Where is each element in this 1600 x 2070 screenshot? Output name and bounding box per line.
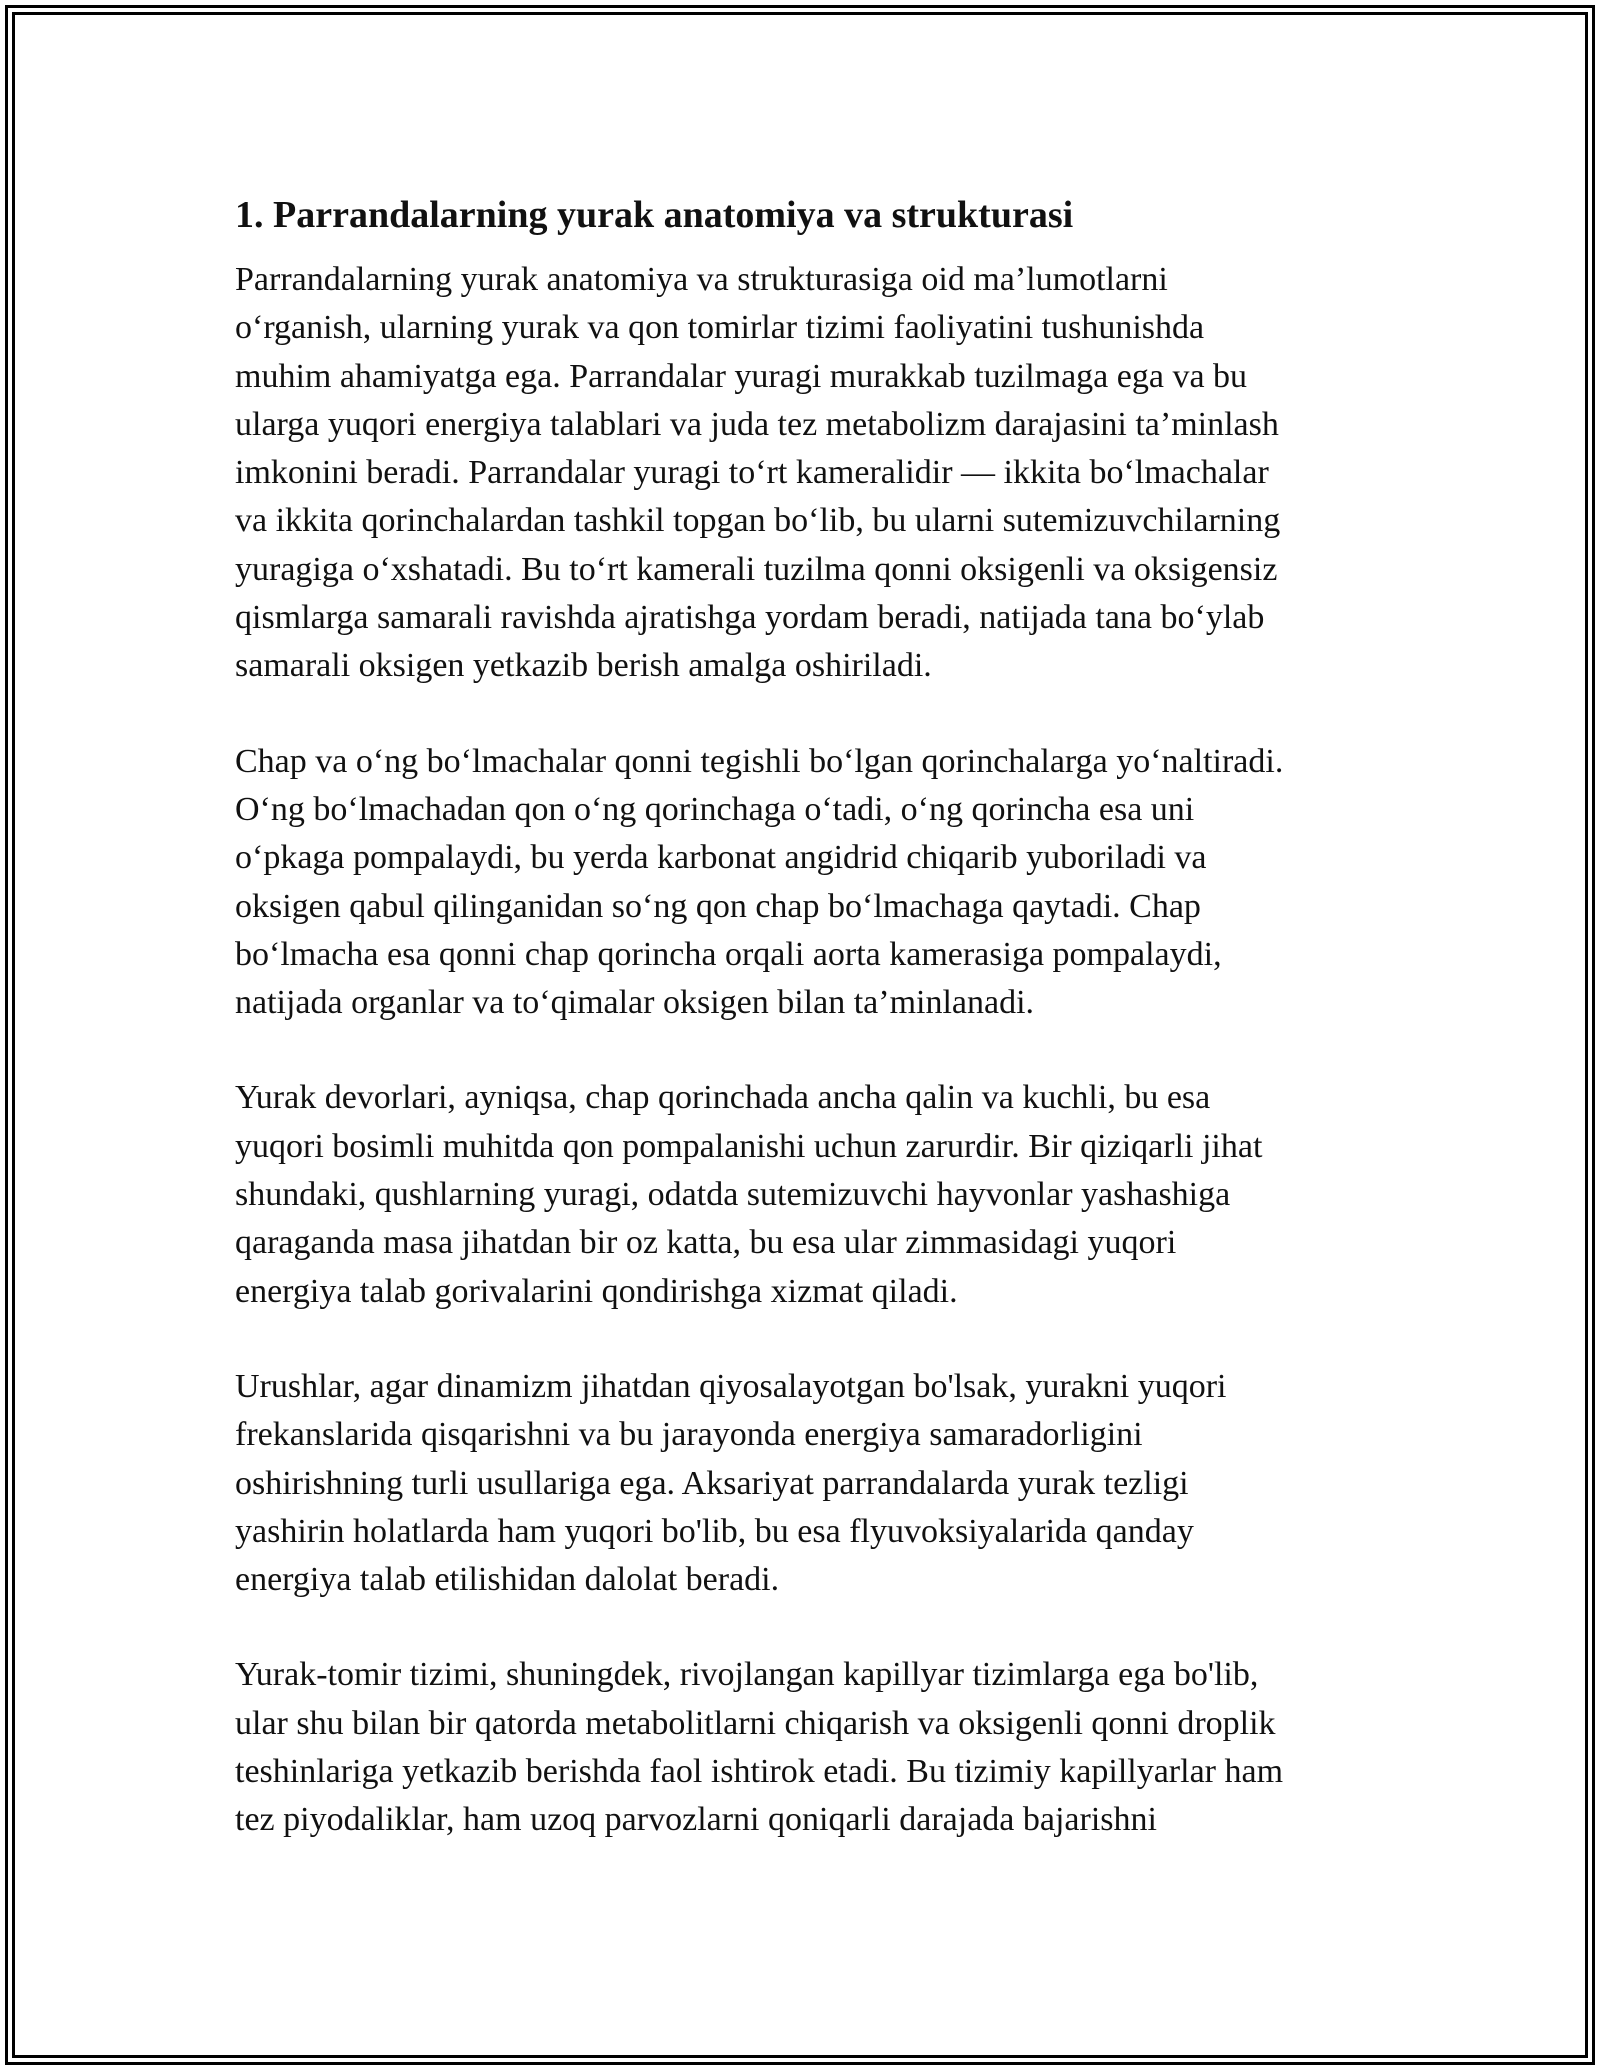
document-body <box>235 180 1375 1892</box>
paragraph-5: Yurak-tomir tizimi, shuningdek, rivojlangan kapillyar tizimlarga ega bo'lib, ular shu bilan bir qatorda metabolitlarni chiqarish va oksigenli qonni droplik teshinlariga yetkazib berishda faol ishtirok etadi. Bu tizimiy kapillyarlar ham tez piyodaliklar, ham uzoq parvozlarni qoniqarli darajada bajarishni <box>235 1656 1284 1839</box>
section-heading: 1. Parrandalarning yurak anatomiya va strukturasi <box>235 194 1074 236</box>
paragraph-1: Parrandalarning yurak anatomiya va strukturasiga oid ma’lumotlarni o‘rganish, ularning yurak va qon tomirlar tizimi faoliyatini tushunishda muhim ahamiyatga ega. Parrandalar yuragi murakkab tuzilmaga ega va bu ularga yuqori energiya talablari va juda tez metabolizm darajasini ta’minlash imkonini beradi. Parrandalar yuragi to‘rt kameralidir — ikkita bo‘lmachalar va ikkita qorinchalardan tashkil topgan bo‘lib, bu ularni sutemizuvchilarning yuragiga o‘xshatadi. Bu to‘rt kamerali tuzilma qonni oksigenli va oksigensiz qismlarga samarali ravishda ajratishga yordam beradi, natijada tana bo‘ylab samarali oksigen yetkazib berish amalga oshiriladi. <box>235 261 1281 685</box>
paragraph-4: Urushlar, agar dinamizm jihatdan qiyosalayotgan bo'lsak, yurakni yuqori frekanslarida qisqarishni va bu jarayonda energiya samaradorligini oshirishning turli usullariga ega. Aksariyat parrandalarda yurak tezligi yashirin holatlarda ham yuqori bo'lib, bu esa flyuvoksiyalarida qanday energiya talab etilishidan dalolat beradi. <box>235 1367 1227 1599</box>
paragraph-2: Chap va o‘ng bo‘lmachalar qonni tegishli bo‘lgan qorinchalarga yo‘naltiradi. O‘ng bo‘lmachadan qon o‘ng qorinchaga o‘tadi, o‘ng qorincha esa uni o‘pkaga pompalaydi, bu yerda karbonat angidrid chiqarib yuboriladi va oksigen qabul qilinganidan so‘ng qon chap bo‘lmachaga qaytadi. Chap bo‘lmacha esa qonni chap qorincha orqali aorta kamerasiga pompalaydi, natijada organlar va to‘qimalar oksigen bilan ta’minlanadi. <box>235 742 1284 1022</box>
paragraph-3: Yurak devorlari, ayniqsa, chap qorinchada ancha qalin va kuchli, bu esa yuqori bosimli muhitda qon pompalanishi uchun zarurdir. Bir qiziqarli jihat shundaki, qushlarning yuragi, odatda sutemizuvchi hayvonlar yashashiga qaraganda masa jihatdan bir oz katta, bu esa ular zimmasidagi yuqori energiya talab gorivalarini qondirishga xizmat qiladi. <box>235 1079 1263 1310</box>
